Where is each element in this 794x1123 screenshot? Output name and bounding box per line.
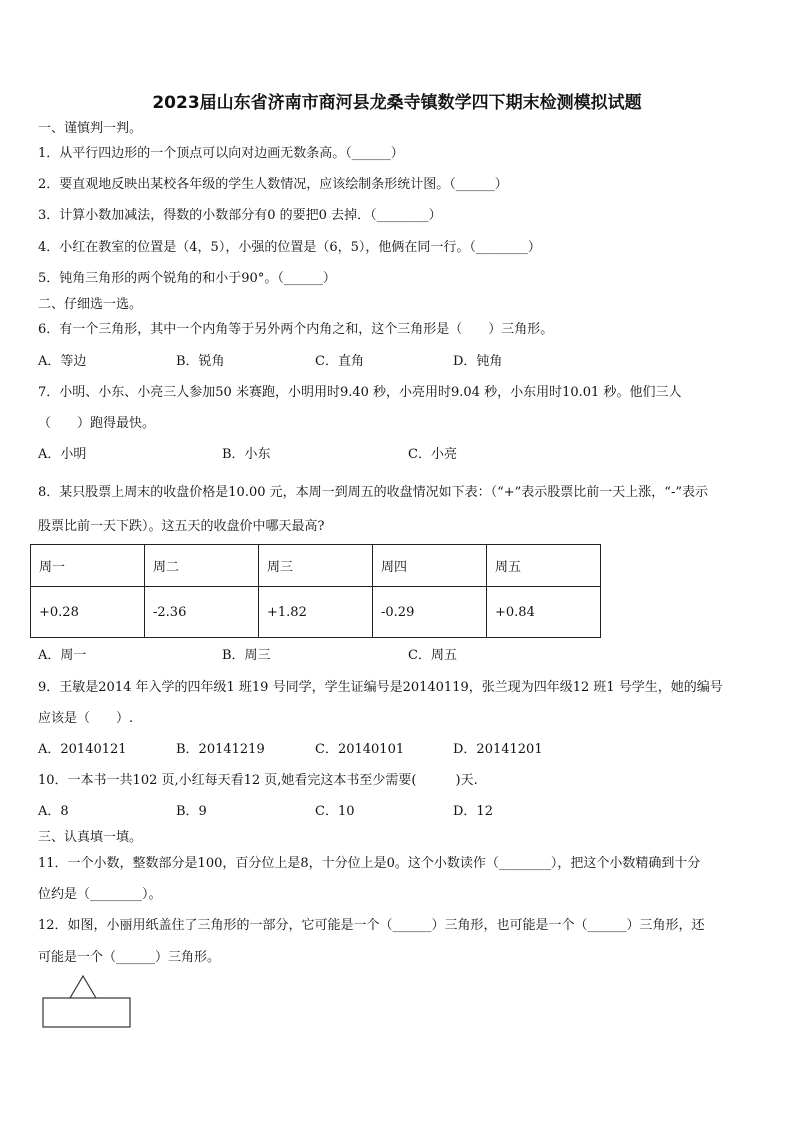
q6-option-c: C．直角 xyxy=(315,354,364,369)
question-1: 1．从平行四边形的一个顶点可以向对边画无数条高。（______） xyxy=(38,146,404,161)
table-cell: +0.84 xyxy=(487,587,601,638)
q8-option-b: B．周三 xyxy=(222,648,271,663)
q8-option-a: A．周一 xyxy=(38,648,87,663)
question-2: 2．要直观地反映出某校各年级的学生人数情况，应该绘制条形统计图。（______） xyxy=(38,177,508,192)
table-header-cell: 周二 xyxy=(145,545,259,587)
question-7-line-2: （ ）跑得最快。 xyxy=(38,416,156,431)
q9-option-b: B．20141219 xyxy=(176,742,265,757)
q8-option-c: C．周五 xyxy=(408,648,457,663)
section-heading-2: 二、仔细选一选。 xyxy=(38,297,143,312)
table-cell: -2.36 xyxy=(145,587,259,638)
question-7-line-1: 7．小明、小东、小亮三人参加50 米赛跑，小明用时9.40 秒，小亮用时9.04 秒，小东用时10.01 秒。他们三人 xyxy=(38,385,682,400)
table-header-row xyxy=(31,545,601,587)
paper-cover-rect xyxy=(43,998,130,1027)
page-title: 2023届山东省济南市商河县龙桑寺镇数学四下期末检测模拟试题 xyxy=(152,93,642,113)
question-9-line-1: 9．王敏是2014 年入学的四年级1 班19 号同学，学生证编号是20140119，张兰现为四年级12 班1 号学生，她的编号 xyxy=(38,680,723,695)
question-11-line-1: 11．一个小数，整数部分是100，百分位上是8，十分位上是0。这个小数读作（________），把这个小数精确到十分 xyxy=(38,856,701,871)
q9-option-d: D．20141201 xyxy=(453,742,543,757)
question-12-line-1: 12．如图，小丽用纸盖住了三角形的一部分，它可能是一个（______）三角形，也可能是一个（______）三角形，还 xyxy=(38,918,705,933)
question-8-line-1: 8．某只股票上周末的收盘价格是10.00 元，本周一到周五的收盘情况如下表：（“+”表示股票比前一天上涨，“-”表示 xyxy=(38,485,708,500)
table-header-cell: 周五 xyxy=(487,545,601,587)
question-8-line-2: 股票比前一天下跌）。这五天的收盘价中哪天最高? xyxy=(38,519,325,534)
triangle-tip xyxy=(70,976,96,998)
q10-option-c: C．10 xyxy=(315,804,355,819)
table-cell: +1.82 xyxy=(259,587,373,638)
question-12-line-2: 可能是一个（______）三角形。 xyxy=(38,950,221,965)
section-heading-1: 一、谨慎判一判。 xyxy=(38,121,143,136)
q6-option-d: D．钝角 xyxy=(453,354,503,369)
q6-option-a: A．等边 xyxy=(38,354,87,369)
q9-option-c: C．20140101 xyxy=(315,742,405,757)
q6-option-b: B．锐角 xyxy=(176,354,225,369)
table-row xyxy=(31,587,601,638)
q10-option-b: B．9 xyxy=(176,804,207,819)
section-heading-3: 三、认真填一填。 xyxy=(38,830,143,845)
table-cell: -0.29 xyxy=(373,587,487,638)
q7-option-c: C．小亮 xyxy=(408,447,457,462)
question-6: 6．有一个三角形，其中一个内角等于另外两个内角之和，这个三角形是（ ）三角形。 xyxy=(38,322,554,337)
question-4: 4．小红在教室的位置是（4，5），小强的位置是（6，5），他俩在同一行。（________） xyxy=(38,240,541,255)
q10-option-d: D．12 xyxy=(453,804,493,819)
question-9-line-2: 应该是（ ）. xyxy=(38,711,134,726)
table-header-cell: 周四 xyxy=(373,545,487,587)
q10-option-a: A．8 xyxy=(38,804,69,819)
question-10: 10．一本书一共102 页,小红每天看12 页,她看完这本书至少需要( )天. xyxy=(38,773,478,788)
q9-option-a: A．20140121 xyxy=(38,742,127,757)
table-cell: +0.28 xyxy=(31,587,145,638)
table-header-cell: 周三 xyxy=(259,545,373,587)
stock-table xyxy=(30,544,601,638)
q7-option-a: A．小明 xyxy=(38,447,87,462)
covered-triangle-figure xyxy=(42,975,134,1031)
question-11-line-2: 位约是（________）。 xyxy=(38,887,162,902)
q7-option-b: B．小东 xyxy=(222,447,271,462)
question-5: 5．钝角三角形的两个锐角的和小于90°。（______） xyxy=(38,271,336,286)
table-header-cell: 周一 xyxy=(31,545,145,587)
question-3: 3．计算小数加减法，得数的小数部分有0 的要把0 去掉．（________） xyxy=(38,208,442,223)
